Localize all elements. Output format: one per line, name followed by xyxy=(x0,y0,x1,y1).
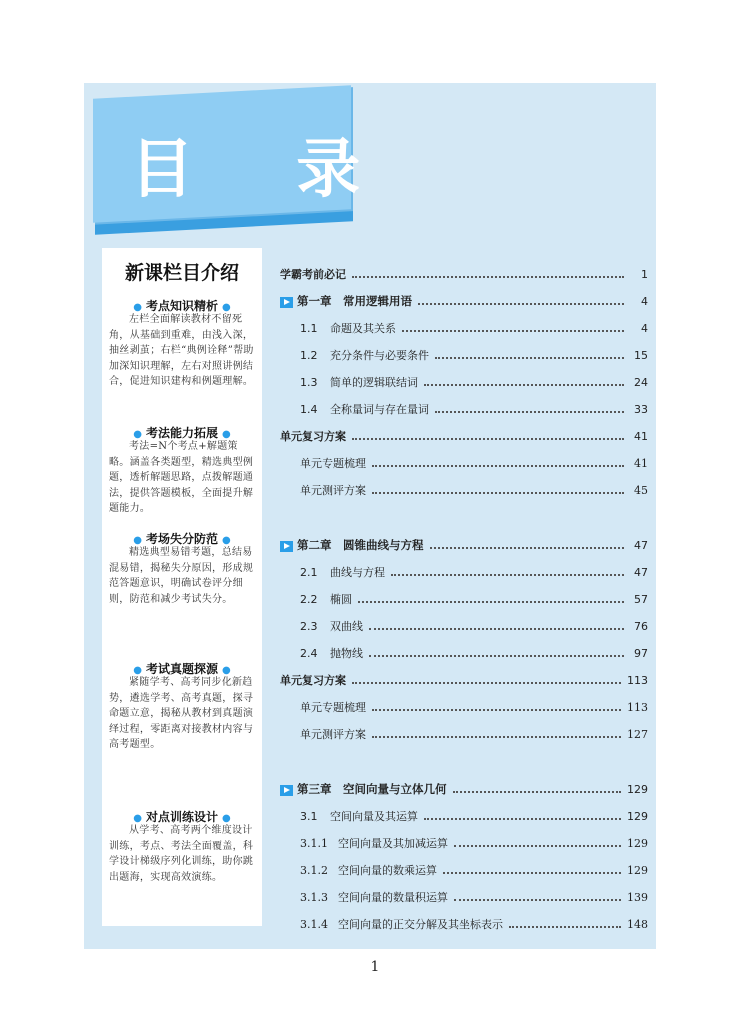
toc-entry[interactable]: 2.1 曲线与方程 47 xyxy=(300,565,648,579)
bullet-icon: ● xyxy=(133,302,142,313)
play-marker-icon xyxy=(280,785,293,796)
toc-entry[interactable]: 1.1 命题及其关系 4 xyxy=(300,321,648,335)
toc-entry[interactable]: 单元测评方案 45 xyxy=(300,483,648,497)
toc-entry[interactable]: 单元复习方案 41 xyxy=(280,429,648,443)
intro-section-desc: 紧随学考、高考同步化新趋势，遴选学考、高考真题，探寻命题立意，揭秘从教材到真题演绎过程，零距离对接教材内容与高考题型。 xyxy=(109,677,254,750)
toc-entry[interactable]: 3.1.1 空间向量及其加减运算 129 xyxy=(300,836,648,850)
toc-entry[interactable]: 3.1.2 空间向量的数乘运算 129 xyxy=(300,863,648,877)
toc-entry[interactable]: 学霸考前必记 1 xyxy=(280,267,648,281)
intro-section-desc: 左栏全面解读教材不留死角，从基础到重难，由浅入深，抽丝剥茧；右栏“典例诠释”帮助加深知识理解，左右对照讲例结合，促进知识建构和例题理解。 xyxy=(109,314,254,387)
bullet-icon: ● xyxy=(222,302,231,313)
intro-section-desc: 从学考、高考两个维度设计训练，考点、考法全面覆盖，科学设计梯级序列化训练，助你跳出题海，实现高效演练。 xyxy=(109,825,254,883)
toc-entry[interactable]: 1.3 简单的逻辑联结词 24 xyxy=(300,375,648,389)
bullet-icon: ● xyxy=(222,665,231,676)
toc-entry[interactable]: 3.1 空间向量及其运算 129 xyxy=(300,809,648,823)
intro-section-desc: 精选典型易错考题，总结易混易错，揭秘失分原因，形成规范答题意识，明确试卷评分细则，防范和减少考试失分。 xyxy=(109,547,254,605)
toc-entry[interactable]: 3.1.4 空间向量的正交分解及其坐标表示 148 xyxy=(300,917,648,931)
toc-chapter[interactable]: 第三章 空间向量与立体几何 129 xyxy=(280,781,648,797)
bullet-icon: ● xyxy=(133,665,142,676)
play-marker-icon xyxy=(280,297,293,308)
intro-section-desc: 考法=N个考点+解题策略。涵盖各类题型，精选典型例题，透析解题思路，点拨解题通法，提供答题模板，全面提升解题能力。 xyxy=(109,441,254,514)
play-marker-icon xyxy=(280,541,293,552)
intro-section-title: ● 考法能力拓展 ● xyxy=(102,424,262,441)
bullet-icon: ● xyxy=(133,429,142,440)
intro-title: 新课栏目介绍 xyxy=(124,262,239,284)
toc-entry[interactable]: 单元专题梳理 41 xyxy=(300,456,648,470)
bullet-icon: ● xyxy=(222,535,231,546)
intro-section-title: ● 考试真题探源 ● xyxy=(102,660,262,677)
bullet-icon: ● xyxy=(222,429,231,440)
intro-section-title: ● 考场失分防范 ● xyxy=(102,530,262,547)
page-number: 1 xyxy=(370,959,380,975)
toc-entry[interactable]: 1.4 全称量词与存在量词 33 xyxy=(300,402,648,416)
bullet-icon: ● xyxy=(222,813,231,824)
toc-entry[interactable]: 2.2 椭圆 57 xyxy=(300,592,648,606)
bullet-icon: ● xyxy=(133,535,142,546)
toc-entry[interactable]: 2.4 抛物线 97 xyxy=(300,646,648,660)
intro-section-title: ● 对点训练设计 ● xyxy=(102,808,262,825)
toc-entry[interactable]: 单元专题梳理 113 xyxy=(300,700,648,714)
toc-entry[interactable]: 单元复习方案 113 xyxy=(280,673,648,687)
intro-section-title: ● 考点知识精析 ● xyxy=(102,297,262,314)
toc-entry[interactable]: 2.3 双曲线 76 xyxy=(300,619,648,633)
toc-chapter[interactable]: 第二章 圆锥曲线与方程 47 xyxy=(280,537,648,553)
toc-entry[interactable]: 3.1.3 空间向量的数量积运算 139 xyxy=(300,890,648,904)
toc-entry[interactable]: 单元测评方案 127 xyxy=(300,727,648,741)
page-title: 目 录 xyxy=(130,133,401,207)
toc-chapter[interactable]: 第一章 常用逻辑用语 4 xyxy=(280,293,648,309)
bullet-icon: ● xyxy=(133,813,142,824)
toc-entry[interactable]: 1.2 充分条件与必要条件 15 xyxy=(300,348,648,362)
